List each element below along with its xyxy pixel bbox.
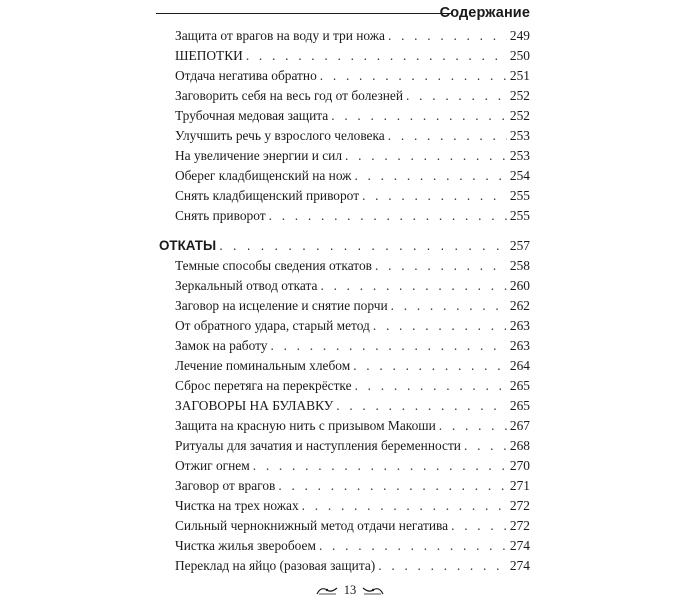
toc-dot-leader	[345, 146, 507, 166]
toc-entry	[175, 436, 530, 456]
footer-ornament-right-icon	[362, 585, 384, 595]
toc-entry-page: 270	[509, 458, 530, 473]
toc-entry-page: 263	[509, 318, 530, 333]
toc-dot-leader	[464, 436, 507, 456]
toc-entry	[175, 46, 530, 66]
toc-entry-page: 267	[509, 418, 530, 433]
toc-dot-leader	[269, 206, 507, 226]
toc-entry-page: 252	[509, 88, 530, 103]
toc-entry-page: 263	[509, 338, 530, 353]
toc-entry	[175, 376, 530, 396]
toc-entry-title: ОТКАТЫ	[159, 238, 217, 253]
toc-entry-title: На увеличение энергии и сил	[175, 148, 343, 163]
toc-dot-leader	[331, 106, 507, 126]
toc-dot-leader	[336, 396, 507, 416]
toc-dot-leader	[362, 186, 507, 206]
toc-entry-title: Переклад на яйцо (разовая защита)	[175, 558, 376, 573]
toc-dot-leader	[373, 316, 507, 336]
toc-entry	[175, 356, 530, 376]
toc-entry	[175, 26, 530, 46]
toc-dot-leader	[320, 276, 506, 296]
toc-entry-title: Чистка жилья зверобоем	[175, 538, 316, 553]
toc-entry-title: Снять кладбищенский приворот	[175, 188, 360, 203]
toc-entry	[175, 186, 530, 206]
toc-entry-page: 272	[509, 498, 530, 513]
toc-entry-title: Отдача негатива обратно	[175, 68, 317, 83]
toc-entry-title: ШЕПОТКИ	[175, 48, 243, 63]
toc-entry-page: 265	[509, 398, 530, 413]
toc-entry-title: Защита на красную нить с призывом Макоши	[175, 418, 436, 433]
toc-entry	[175, 276, 530, 296]
toc-entry	[175, 106, 530, 126]
toc-entry-page: 255	[509, 188, 530, 203]
toc-entry-title: ЗАГОВОРЫ НА БУЛАВКУ	[175, 398, 334, 413]
toc-entry-title: Оберег кладбищенский на нож	[175, 168, 352, 183]
toc-entry-page: 274	[509, 538, 530, 553]
header-title: Содержание	[439, 5, 530, 21]
toc-dot-leader	[253, 456, 507, 476]
toc-entry	[175, 296, 530, 316]
toc-entry-page: 254	[509, 168, 530, 183]
toc-entry-page: 253	[509, 148, 530, 163]
toc-entry	[175, 316, 530, 336]
toc-entry-page: 252	[509, 108, 530, 123]
toc-dot-leader	[355, 376, 507, 396]
toc-entry	[175, 146, 530, 166]
toc-entry	[175, 416, 530, 436]
toc-dot-leader	[219, 236, 507, 256]
toc-entry-page: 257	[509, 238, 530, 253]
toc-entry-page: 255	[509, 208, 530, 223]
toc-dot-leader	[378, 556, 507, 576]
toc-entry-page: 265	[509, 378, 530, 393]
toc-dot-leader	[451, 516, 507, 536]
toc-entry-title: Заговор на исцеление и снятие порчи	[175, 298, 388, 313]
toc-entry-page: 268	[509, 438, 530, 453]
toc-entry	[175, 516, 530, 536]
toc-entry	[175, 476, 530, 496]
toc-entry-page: 274	[509, 558, 530, 573]
toc-entry-page: 262	[509, 298, 530, 313]
running-header	[156, 4, 530, 22]
footer-ornament-left-icon	[316, 585, 338, 595]
toc-entry-title: Улучшить речь у взрослого человека	[175, 128, 385, 143]
toc-entry-page: 250	[509, 48, 530, 63]
toc-entry-title: От обратного удара, старый метод	[175, 318, 370, 333]
toc-entry	[175, 396, 530, 416]
toc-entry-title: Сильный чернокнижный метод отдачи негатива	[175, 518, 449, 533]
toc-entry	[175, 496, 530, 516]
toc-entry-title: Защита от врагов на воду и три ножа	[175, 28, 385, 43]
toc-entry-title: Зеркальный отвод отката	[175, 278, 318, 293]
toc-dot-leader	[388, 126, 507, 146]
toc-dot-leader	[320, 66, 507, 86]
toc-entry-title: Трубочная медовая защита	[175, 108, 329, 123]
toc-entry	[175, 336, 530, 356]
toc-dot-leader	[388, 26, 507, 46]
toc-entry-page: 258	[509, 258, 530, 273]
toc-entry	[175, 256, 530, 276]
toc-entry	[175, 166, 530, 186]
toc-dot-leader	[302, 496, 507, 516]
toc-entry-page: 249	[509, 28, 530, 43]
toc-section-heading	[159, 236, 530, 256]
toc-entry-title: Отжиг огнем	[175, 458, 250, 473]
toc-dot-leader	[439, 416, 507, 436]
toc-entry-page: 251	[509, 68, 530, 83]
toc-dot-leader	[270, 336, 506, 356]
toc-dot-leader	[353, 356, 507, 376]
header-rule	[156, 13, 452, 14]
toc-entry-title: Чистка на трех ножах	[175, 498, 299, 513]
toc-dot-leader	[278, 476, 507, 496]
toc-entry	[175, 86, 530, 106]
toc-entry-page: 264	[509, 358, 530, 373]
toc-entry-title: Снять приворот	[175, 208, 266, 223]
toc-entry	[175, 126, 530, 146]
toc-dot-leader	[319, 536, 507, 556]
toc-dot-leader	[375, 256, 507, 276]
page-number: 13	[343, 583, 357, 597]
toc-dot-leader	[391, 296, 507, 316]
toc-entry-page: 260	[509, 278, 530, 293]
toc-entry-title: Замок на работу	[175, 338, 268, 353]
toc-entry	[175, 536, 530, 556]
toc-dot-leader	[354, 166, 506, 186]
toc-entry-title: Заговорить себя на весь год от болезней	[175, 88, 404, 103]
toc-entry	[175, 206, 530, 226]
toc-entry-title: Сброс перетяга на перекрёстке	[175, 378, 352, 393]
toc-entry-title: Заговор от врагов	[175, 478, 276, 493]
toc-entry-title: Темные способы сведения откатов	[175, 258, 372, 273]
page-footer	[0, 582, 700, 598]
toc-entry-page: 253	[509, 128, 530, 143]
toc-entry-page: 271	[509, 478, 530, 493]
toc-entry	[175, 456, 530, 476]
toc-entry-title: Ритуалы для зачатия и наступления беременности	[175, 438, 461, 453]
toc-entry-page: 272	[509, 518, 530, 533]
toc-dot-leader	[246, 46, 507, 66]
toc-entry	[175, 66, 530, 86]
toc-dot-leader	[406, 86, 507, 106]
toc-entry-title: Лечение поминальным хлебом	[175, 358, 351, 373]
toc-entry	[175, 556, 530, 576]
